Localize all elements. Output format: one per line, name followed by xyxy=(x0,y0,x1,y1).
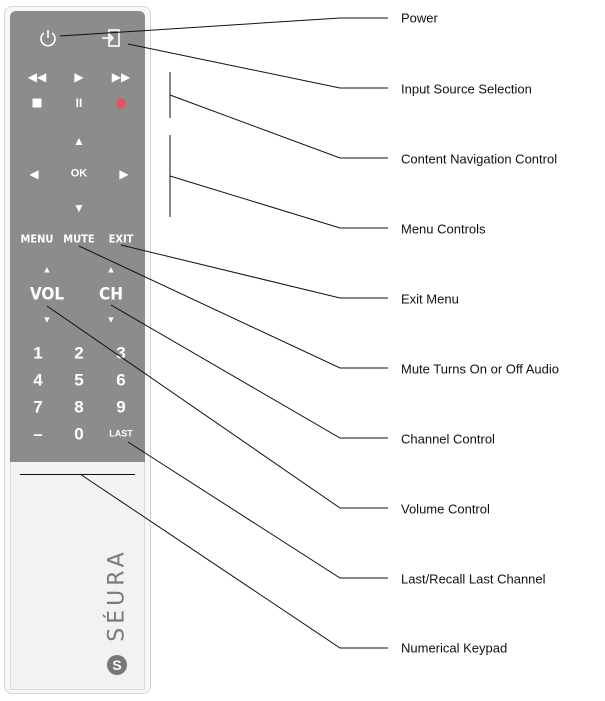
callout-menu-controls: Menu Controls xyxy=(401,221,486,237)
brand-logo-icon: S xyxy=(107,655,127,675)
leader-channel xyxy=(111,305,388,438)
digit-7-button[interactable]: 7 xyxy=(33,397,43,417)
callout-power: Power xyxy=(401,10,438,26)
mute-button[interactable]: MUTE xyxy=(63,232,95,246)
digit-9-button[interactable]: 9 xyxy=(116,397,126,417)
callout-volume-control: Volume Control xyxy=(401,501,490,517)
digit-6-button[interactable]: 6 xyxy=(116,370,126,390)
digit-2-button[interactable]: 2 xyxy=(74,343,84,363)
callout-input-source: Input Source Selection xyxy=(401,81,532,97)
callout-mute: Mute Turns On or Off Audio xyxy=(401,361,560,377)
callout-content-navigation: Content Navigation Control xyxy=(401,151,558,167)
volume-up-button[interactable]: ▲ xyxy=(42,264,52,275)
callout-last-channel: Last/Recall Last Channel xyxy=(401,571,546,587)
digit-0-button[interactable]: 0 xyxy=(74,424,84,444)
exit-button[interactable]: EXIT xyxy=(108,232,134,246)
channel-up-button[interactable]: ▲ xyxy=(106,264,116,275)
brand-wordmark: SÉURA xyxy=(104,548,130,642)
leader-volume xyxy=(47,306,388,508)
channel-label: CH xyxy=(98,284,124,305)
callout-channel-control: Channel Control xyxy=(401,431,495,447)
digit-1-button[interactable]: 1 xyxy=(33,343,43,363)
leader-input xyxy=(128,44,388,88)
volume-label: VOL xyxy=(29,284,65,305)
nav-left-button[interactable]: ◀ xyxy=(29,167,39,181)
pause-button[interactable]: II xyxy=(75,96,83,110)
leader-last xyxy=(128,442,388,578)
leader-menu-controls xyxy=(170,176,388,228)
leader-power xyxy=(60,18,388,36)
nav-down-button[interactable]: ▼ xyxy=(73,201,85,215)
digit-4-button[interactable]: 4 xyxy=(33,370,43,390)
channel-down-button[interactable]: ▼ xyxy=(106,314,116,325)
fast-forward-button[interactable]: ▶▶ xyxy=(111,70,131,84)
menu-button[interactable]: MENU xyxy=(20,232,54,246)
volume-down-button[interactable]: ▼ xyxy=(42,314,52,325)
ok-button[interactable]: OK xyxy=(70,167,88,180)
nav-right-button[interactable]: ▶ xyxy=(119,167,129,181)
last-button[interactable]: LAST xyxy=(109,428,133,439)
dash-button[interactable]: – xyxy=(33,424,43,444)
digit-5-button[interactable]: 5 xyxy=(74,370,84,390)
leader-keypad xyxy=(80,474,388,648)
leader-mute xyxy=(79,246,388,368)
digit-8-button[interactable]: 8 xyxy=(74,397,84,417)
leader-exit xyxy=(121,245,388,298)
rewind-button[interactable]: ◀◀ xyxy=(27,70,47,84)
callout-numerical-keypad: Numerical Keypad xyxy=(401,640,508,656)
digit-3-button[interactable]: 3 xyxy=(116,343,126,363)
nav-up-button[interactable]: ▲ xyxy=(73,134,85,148)
callout-exit-menu: Exit Menu xyxy=(401,291,459,307)
leader-content-navigation xyxy=(170,95,388,158)
play-button[interactable]: ▶ xyxy=(74,70,84,84)
